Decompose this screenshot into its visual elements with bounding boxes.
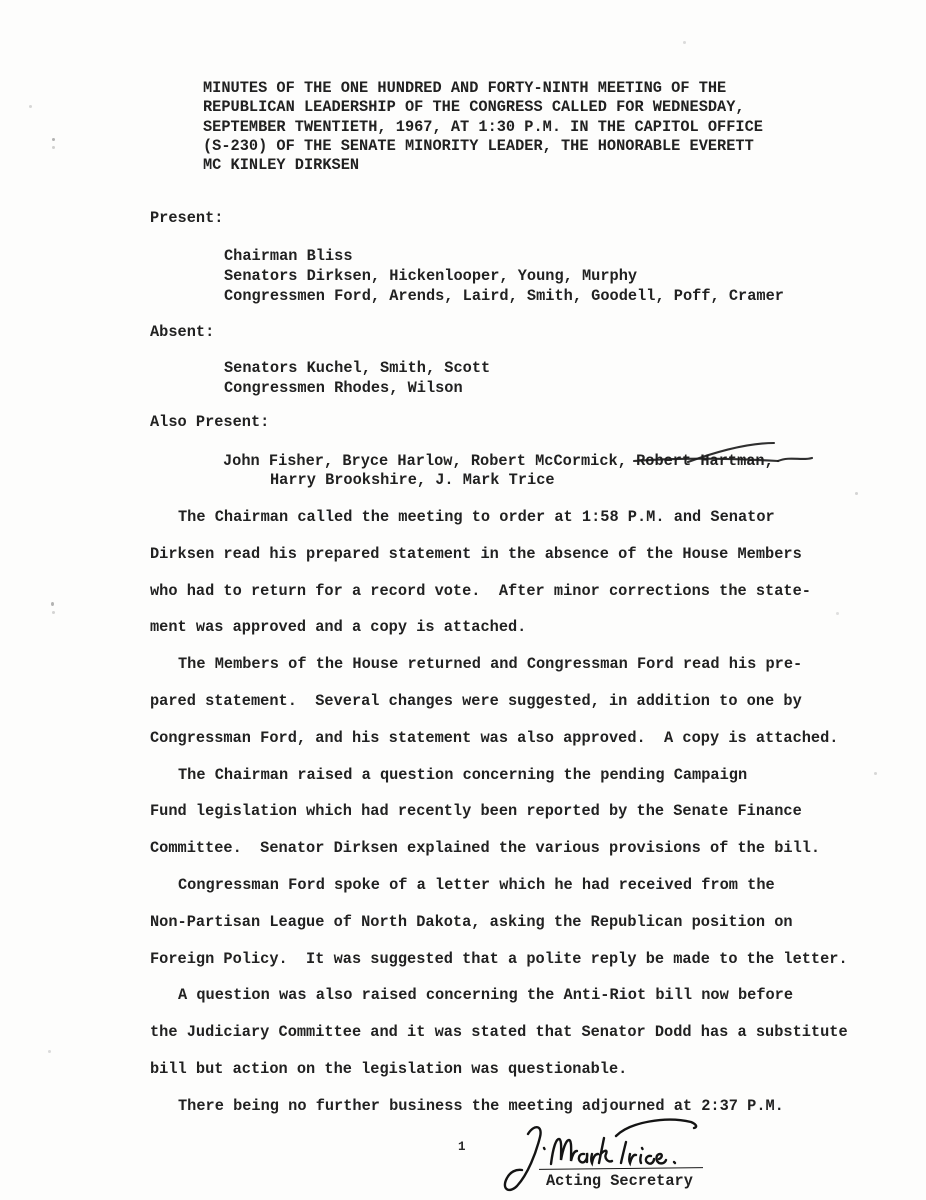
body-line: pared statement. Several changes were suggested, in addition to one by: [150, 691, 802, 710]
absent-item: Senators Kuchel, Smith, Scott: [224, 359, 491, 377]
present-item: Senators Dirksen, Hickenlooper, Young, Murphy: [224, 266, 638, 285]
also-present-label: Also Present:: [150, 413, 270, 431]
heading-line: SEPTEMBER TWENTIETH, 1967, AT 1:30 P.M. IN THE CAPITOL OFFICE: [203, 117, 763, 136]
scan-speck: [855, 492, 858, 495]
heading-line: (S-230) OF THE SENATE MINORITY LEADER, THE HONORABLE EVERETT: [203, 136, 754, 155]
body-line: Non-Partisan League of North Dakota, asking the Republican position on: [150, 912, 793, 931]
document-heading: [203, 79, 763, 175]
scan-speck: [874, 772, 877, 775]
also-present-names: John Fisher, Bryce Harlow, Robert McCormick,: [223, 452, 637, 470]
heading-line: MC KINLEY DIRKSEN: [203, 156, 360, 175]
body-line: The Members of the House returned and Congressman Ford read his pre-: [178, 655, 803, 674]
minutes-body: [150, 499, 848, 1125]
absent-list: [224, 359, 490, 399]
scan-speck: [683, 41, 686, 44]
body-line: bill but action on the legislation was questionable.: [150, 1059, 628, 1078]
signature-title: Acting Secretary: [546, 1172, 693, 1190]
scan-speck: [48, 1050, 51, 1053]
body-line: who had to return for a record vote. After minor corrections the state-: [150, 581, 811, 600]
present-item: Congressmen Ford, Arends, Laird, Smith, Goodell, Poff, Cramer: [224, 286, 784, 305]
scan-speck: [52, 138, 55, 141]
page-number: 1: [458, 1140, 466, 1154]
body-line: The Chairman raised a question concerning the pending Campaign: [178, 765, 748, 784]
present-label: Present:: [150, 209, 224, 227]
body-line: ment was approved and a copy is attached.: [150, 618, 527, 637]
body-line: The Chairman called the meeting to order at 1:58 P.M. and Senator: [178, 508, 775, 526]
body-line: the Judiciary Committee and it was stated that Senator Dodd has a substitute: [150, 1023, 848, 1042]
present-item: Chairman Bliss: [224, 247, 353, 265]
also-present-line: Harry Brookshire, J. Mark Trice: [270, 471, 555, 489]
struck-out-name: Robert Hartman,: [636, 452, 774, 470]
scan-speck: [836, 612, 839, 615]
heading-line: REPUBLICAN LEADERSHIP OF THE CONGRESS CALLED FOR WEDNESDAY,: [203, 98, 745, 117]
present-list: [224, 247, 784, 307]
body-line: There being no further business the meeting adjourned at 2:37 P.M.: [178, 1096, 784, 1115]
body-line: Congressman Ford, and his statement was also approved. A copy is attached.: [150, 728, 839, 747]
body-line: Foreign Policy. It was suggested that a polite reply be made to the letter.: [150, 949, 848, 968]
scan-speck: [52, 611, 55, 614]
scan-speck: [29, 105, 32, 108]
body-line: Committee. Senator Dirksen explained the various provisions of the bill.: [150, 839, 821, 858]
also-present-line: [223, 452, 774, 470]
absent-item: Congressmen Rhodes, Wilson: [224, 378, 463, 397]
body-line: Congressman Ford spoke of a letter which he had received from the: [178, 875, 775, 894]
scan-speck: [51, 602, 54, 606]
body-line: A question was also raised concerning the Anti-Riot bill now before: [178, 986, 794, 1005]
scan-speck: [52, 146, 55, 149]
body-line: Dirksen read his prepared statement in the absence of the House Members: [150, 544, 802, 563]
absent-label: Absent:: [150, 323, 215, 341]
heading-line: MINUTES OF THE ONE HUNDRED AND FORTY-NINTH MEETING OF THE: [203, 79, 727, 97]
body-line: Fund legislation which had recently been reported by the Senate Finance: [150, 802, 802, 821]
